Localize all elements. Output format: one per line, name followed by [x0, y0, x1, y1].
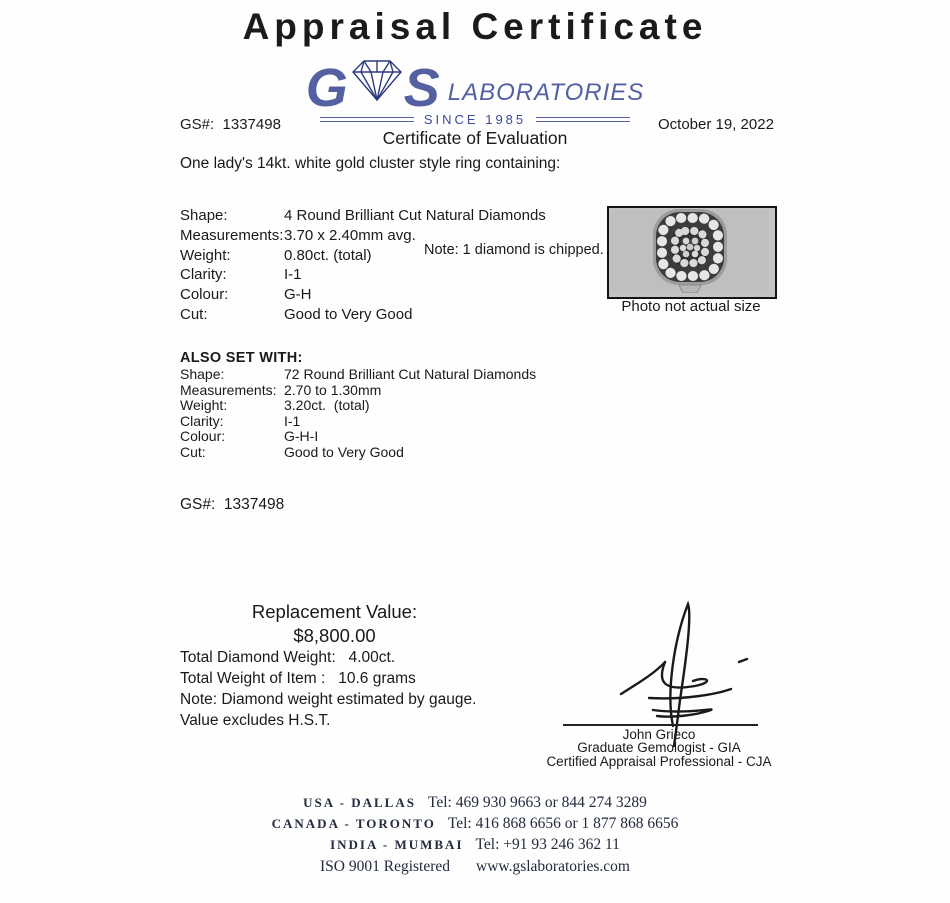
signatory-name: John Grieco — [622, 727, 696, 742]
footer-tel: Tel: +91 93 246 362 11 — [475, 836, 620, 853]
spec-label: Measurements: — [180, 226, 284, 244]
signatory-block — [528, 728, 790, 768]
footer-tel: Tel: 416 868 6656 or 1 877 868 6656 — [447, 815, 679, 832]
spec-label: Colour: — [180, 428, 226, 445]
website-text: www.gslaboratories.com — [476, 858, 630, 875]
spec-value: Good to Very Good — [284, 305, 413, 323]
spec-row-shape — [180, 367, 536, 383]
signatory-title-gia: Graduate Gemologist - GIA — [577, 740, 741, 756]
spec-value: 2.70 to 1.30mm — [284, 381, 382, 398]
spec-value: 0.80ct. (total) — [284, 246, 372, 264]
spec-row-weight — [180, 398, 536, 414]
chipped-diamond-note: Note: 1 diamond is chipped. — [424, 242, 604, 258]
iso-registered-text: ISO 9001 Registered — [320, 858, 451, 875]
logo-since-bar — [320, 112, 630, 127]
also-set-with-heading: ALSO SET WITH: — [180, 350, 303, 366]
footer-place: USA - DALLAS — [303, 795, 416, 810]
gauge-note: Note: Diamond weight estimated by gauge. — [180, 691, 477, 708]
spec-value: I-1 — [284, 266, 302, 284]
item-description: One lady's 14kt. white gold cluster style ring containing: — [180, 155, 561, 172]
footer-place: INDIA - MUMBAI — [330, 837, 464, 852]
footer-place: CANADA - TORONTO — [271, 816, 436, 831]
logo-letter-g: G — [305, 57, 346, 118]
spec-label: Clarity: — [180, 266, 227, 284]
replacement-value-amount: $8,800.00 — [293, 625, 376, 646]
hst-note: Value excludes H.S.T. — [180, 712, 331, 729]
total-diamond-weight: Total Diamond Weight: 4.00ct. — [180, 649, 396, 666]
spec-value: G-H — [284, 286, 312, 304]
since-text: SINCE 1985 — [423, 112, 527, 127]
since-rule-left — [320, 117, 414, 122]
page-title: Appraisal Certificate — [242, 6, 708, 47]
spec-label: Weight: — [180, 246, 231, 264]
totals-block — [180, 650, 476, 734]
total-item-weight: Total Weight of Item : 10.6 grams — [180, 670, 416, 687]
spec-row-cut — [180, 305, 546, 325]
footer-iso-line — [0, 858, 950, 876]
spec-value: 3.20ct. (total) — [284, 397, 370, 414]
replacement-value-label: Replacement Value: — [251, 601, 418, 622]
signatory-title-cja: Certified Appraisal Professional - CJA — [546, 753, 772, 769]
gs-laboratories-logo — [0, 56, 950, 127]
spec-value: 72 Round Brilliant Cut Natural Diamonds — [284, 366, 537, 382]
spec-value: G-H-I — [284, 428, 319, 445]
spec-row-cut — [180, 445, 536, 461]
spec-value: Good to Very Good — [284, 443, 404, 460]
secondary-stones-table — [180, 367, 536, 461]
logo-letter-s: S — [403, 57, 438, 118]
spec-label: Measurements: — [180, 381, 277, 398]
spec-value: 4 Round Brilliant Cut Natural Diamonds — [284, 207, 546, 224]
spec-label: Clarity: — [180, 412, 224, 429]
spec-row-shape — [180, 206, 546, 226]
footer-location-canada — [0, 815, 950, 833]
photo-caption: Photo not actual size — [621, 298, 761, 315]
replacement-value-block — [232, 601, 437, 647]
spec-label: Colour: — [180, 286, 229, 304]
spec-row-colour — [180, 429, 536, 445]
logo-laboratories-text: LABORATORIES — [447, 79, 645, 106]
spec-value: 3.70 x 2.40mm avg. — [284, 226, 416, 244]
primary-stones-table — [180, 206, 546, 325]
spec-row-clarity — [180, 414, 536, 430]
spec-label: Shape: — [180, 207, 228, 224]
footer-location-india — [0, 836, 950, 854]
spec-label: Weight: — [180, 397, 228, 414]
spec-label: Shape: — [180, 366, 225, 382]
logo-row — [305, 56, 645, 118]
diamond-icon — [352, 56, 402, 107]
spec-value: I-1 — [284, 412, 301, 429]
gs-number: GS#: 1337498 — [180, 116, 281, 133]
spec-row-measurements — [180, 383, 536, 399]
spec-label: Cut: — [180, 305, 208, 323]
spec-row-colour — [180, 285, 546, 305]
footer-tel: Tel: 469 930 9663 or 844 274 3289 — [427, 794, 647, 811]
footer-location-usa — [0, 794, 950, 812]
gs-number-repeat: GS#: 1337498 — [180, 496, 285, 513]
signature-line — [563, 724, 758, 726]
since-rule-right — [536, 117, 630, 122]
certificate-date: October 19, 2022 — [658, 116, 774, 133]
certificate-subtitle: Certificate of Evaluation — [382, 128, 568, 148]
ring-photo — [607, 206, 777, 299]
spec-row-clarity — [180, 265, 546, 285]
spec-label: Cut: — [180, 443, 206, 460]
